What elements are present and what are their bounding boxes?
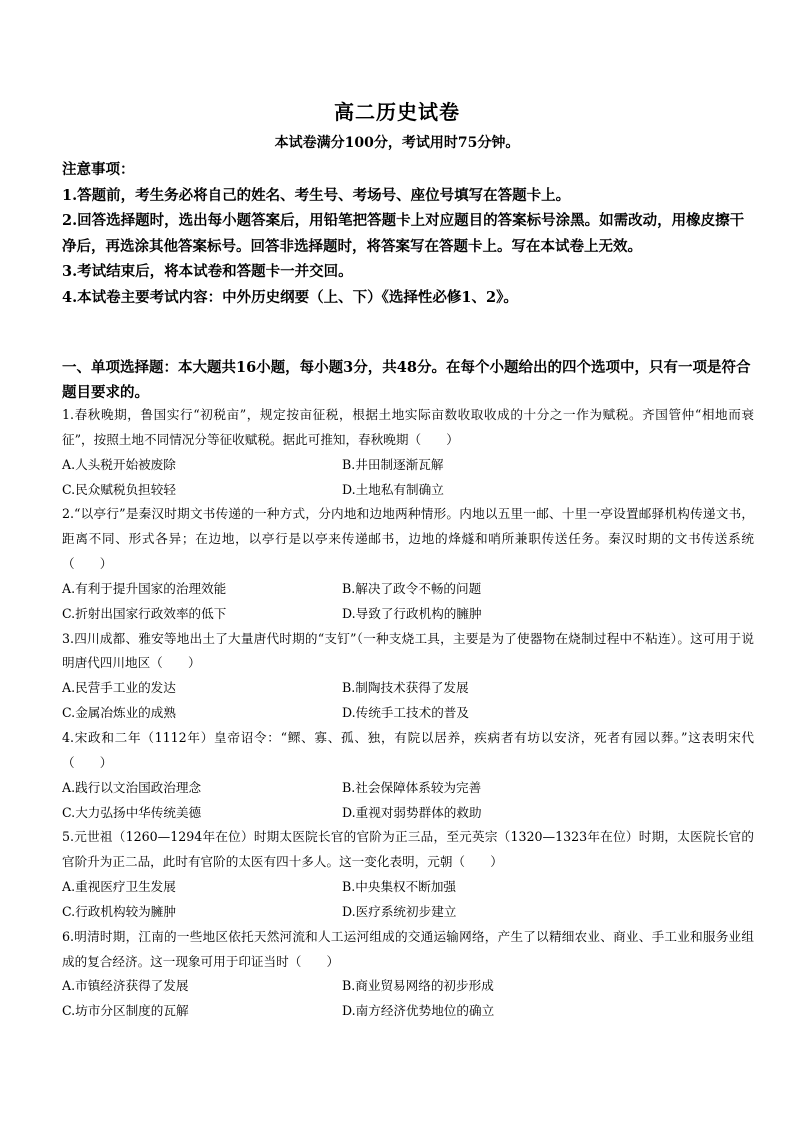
option-b: B.解决了政令不畅的问题 xyxy=(342,580,482,596)
option-a: A.践行以文治国政治理念 xyxy=(62,779,202,795)
option-c: C.行政机构较为臃肿 xyxy=(62,903,176,919)
option-grid xyxy=(62,875,754,925)
question-stem: 1.春秋晚期，鲁国实行“初税亩”，规定按亩征税，根据土地实际亩数收取收成的十分之一作为赋税。齐国管仲“相地而衰征”，按照土地不同情况分等征收赋税。据此可推知，春秋晚期（ ） xyxy=(62,407,754,447)
note-item: 3.考试结束后，将本试卷和答题卡一并交回。 xyxy=(62,263,353,280)
question-stem: 4.宋政和二年（1112年）皇帝诏令：“鳏、寡、孤、独，有院以居养，疾病者有坊以安济，死者有园以葬。”这表明宋代（ ） xyxy=(62,729,754,770)
option-b: B.井田制逐渐瓦解 xyxy=(342,456,444,472)
question-stem: 6.明清时期，江南的一些地区依托天然河流和人工运河组成的交通运输网络，产生了以精细农业、商业、手工业和服务业组成的复合经济。这一现象可用于印证当时（ ） xyxy=(62,928,754,969)
option-d: D.传统手工技术的普及 xyxy=(342,705,469,721)
option-c: C.大力弘扬中华传统美德 xyxy=(62,804,202,820)
question-stem: 5.元世祖（1260—1294年在位）时期太医院长官的官阶为正三品，至元英宗（1320—1323年在位）时期，太医院长官的官阶升为正二品，此时有官阶的太医有四十多人。这一变化表明，元朝（ ） xyxy=(62,829,754,870)
section-heading: 一、单项选择题：本大题共16小题，每小题3分，共48分。在每个小题给出的四个选项中，只有一项是符合题目要求的。 xyxy=(62,359,751,401)
option-a: A.人头税开始被废除 xyxy=(62,456,176,472)
option-b: B.制陶技术获得了发展 xyxy=(342,680,469,696)
option-d: D.医疗系统初步建立 xyxy=(342,903,457,919)
option-b: B.社会保障体系较为完善 xyxy=(342,779,482,795)
option-d: D.土地私有制确立 xyxy=(342,481,444,497)
question-item xyxy=(62,403,754,502)
note-item: 1.答题前，考生务必将自己的姓名、考生号、考场号、座位号填写在答题卡上。 xyxy=(62,186,571,204)
option-d: D.南方经济优势地位的确立 xyxy=(342,1003,495,1019)
option-grid xyxy=(62,676,754,726)
question-item xyxy=(62,627,754,726)
option-a: A.市镇经济获得了发展 xyxy=(62,978,189,994)
question-item xyxy=(62,502,754,626)
option-b: B.中央集权不断加强 xyxy=(342,879,457,895)
option-b: B.商业贸易网络的初步形成 xyxy=(342,978,494,994)
option-grid xyxy=(62,776,754,826)
question-item xyxy=(62,726,754,825)
notes-heading: 注意事项： xyxy=(62,161,135,178)
option-a: A.民营手工业的发达 xyxy=(62,680,176,696)
question-stem: 3.四川成都、雅安等地出土了大量唐代时期的“支钉”（一种支烧工具，主要是为了使器物在烧制过程中不粘连）。这可用于说明唐代四川地区（ ） xyxy=(62,630,754,671)
option-grid xyxy=(62,974,754,1024)
question-item xyxy=(62,925,754,1024)
option-grid xyxy=(62,577,754,627)
notes-block xyxy=(62,157,752,310)
option-c: C.金属冶炼业的成熟 xyxy=(62,705,176,721)
note-item: 2.回答选择题时，选出每小题答案后，用铅笔把答题卡上对应题目的答案标号涂黑。如需改动，用橡皮擦干净后，再选涂其他答案标号。回答非选择题时，将答案写在答题卡上。写在本试卷上无效。 xyxy=(62,212,745,255)
exam-subtitle: 本试卷满分100分，考试用时75分钟。 xyxy=(274,135,520,151)
option-c: C.民众赋税负担较轻 xyxy=(62,481,176,497)
exam-title: 高二历史试卷 xyxy=(334,100,460,124)
question-item xyxy=(62,825,754,924)
question-list xyxy=(62,403,754,1024)
option-c: C.折射出国家行政效率的低下 xyxy=(62,605,227,621)
option-d: D.重视对弱势群体的救助 xyxy=(342,804,482,820)
note-item: 4.本试卷主要考试内容：中外历史纲要（上、下）《选择性必修1、2》。 xyxy=(62,288,518,306)
option-a: A.重视医疗卫生发展 xyxy=(62,879,176,895)
option-grid xyxy=(62,453,754,503)
option-d: D.导致了行政机构的臃肿 xyxy=(342,605,482,621)
question-stem: 2.“以亭行”是秦汉时期文书传递的一种方式，分内地和边地两种情形。内地以五里一邮、十里一亭设置邮驿机构传递文书，距离不同、形式各异；在边地，以亭行是以亭来传递邮书，边地的烽燧和哨所兼职传送任务。秦汉时期的文书传送系统（ ） xyxy=(62,506,754,572)
option-c: C.坊市分区制度的瓦解 xyxy=(62,1003,189,1019)
option-a: A.有利于提升国家的治理效能 xyxy=(62,580,227,596)
